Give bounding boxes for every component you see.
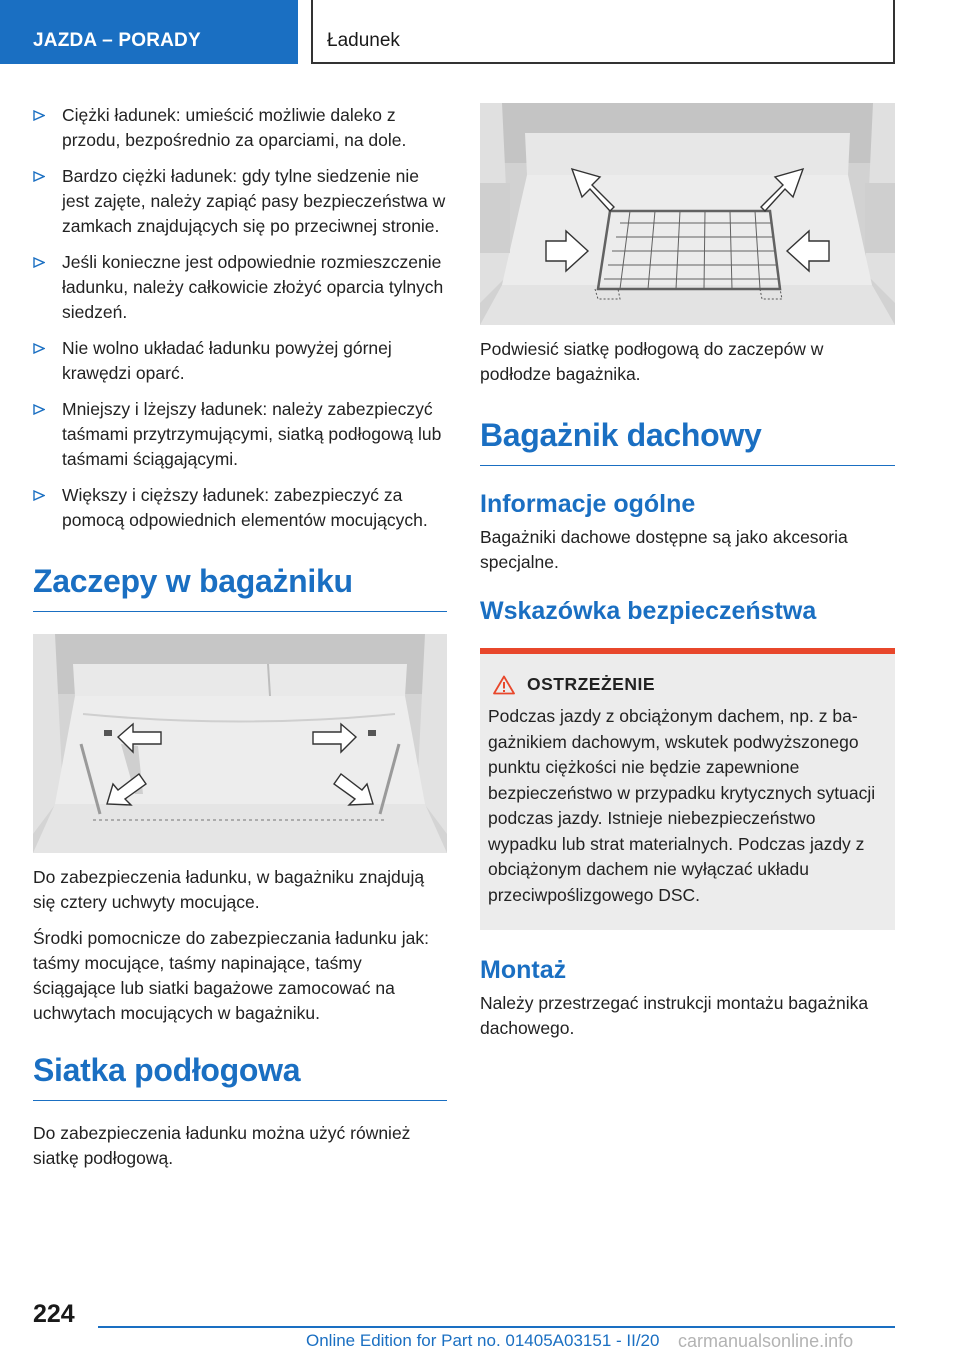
subsection-heading: Informacje ogólne [480,490,696,518]
subsection-heading: Wskazówka bezpieczeństwa [480,597,817,625]
bullet-triangle-icon [33,257,45,268]
paragraph: Bagażniki dachowe dostępne są jako akcesoria specjalne. [480,527,848,572]
section-heading: Siatka podłogowa [33,1052,447,1101]
warning-box [480,648,895,930]
trunk-lashing-eyes-image [33,634,447,853]
bullet-triangle-icon [33,404,45,415]
bullet-triangle-icon [33,110,45,121]
bullet-triangle-icon [33,343,45,354]
footer-rule [98,1326,895,1328]
warning-header [488,674,885,695]
section-label: JAZDA – PORADY [0,0,298,64]
page-number: 224 [33,1300,75,1328]
watermark: carmanualsonline.info [678,1331,854,1351]
chapter-title: Ładunek [311,0,895,64]
warning-text: Podczas jazdy z obciążonym dachem, np. z bagażnikiem dachowym, wskutek podwyższonego punktu ciężkości nie będzie zapewnione bezpieczeństwo w przypadku krytycznych sytuacji podczas jazdy. Istnieje niebezpieczeństwo wypadku lub strat materialnych. Podczas jazdy z obciążonym dachem nie wyłączać układu przeciwpoślizgowego DSC. [488,706,876,905]
list-item: Jeśli konieczne jest odpowiednie rozmieszczenie ładunku, należy całkowicie złożyć oparcia tylnych siedzeń. [33,250,447,325]
paragraph: Do zabezpieczenia ładunku, w bagażniku znajdują się cztery uchwyty mocujące. [33,867,425,912]
warning-title: OSTRZEŻENIE [527,674,656,694]
list-item: Większy i cięższy ładunek: zabezpieczyć za pomocą odpowiednich elementów mocujących. [33,483,447,533]
floor-net-image [480,103,895,325]
list-item: Ciężki ładunek: umieścić możliwie daleko z przodu, bezpośrednio za oparciami, na dole. [33,103,447,153]
list-item: Mniejszy i lżejszy ładunek: należy zabezpieczyć taśmami przytrzymującymi, siatką podłogową lub taśmami ściągającymi. [33,397,447,472]
subsection-heading: Montaż [480,956,567,984]
bullet-triangle-icon [33,490,45,501]
paragraph: Środki pomocnicze do zabezpieczania ładunku jak: taśmy mocujące, taśmy napinające, taśmy ściągające lub siatki bagażowe zamocować na uchwytach mocujących w bagażniku. [33,928,429,1023]
paragraph: Należy przestrzegać instrukcji montażu bagażnika dachowego. [480,993,869,1038]
right-column [480,103,895,1041]
left-column [33,103,447,1171]
section-heading: Bagażnik dachowy [480,417,895,466]
section-heading: Zaczepy w bagażniku [33,563,447,612]
warning-triangle-icon [493,675,515,695]
image-caption: Podwiesić siatkę podłogową do zaczepów w podłodze bagażnika. [480,339,824,384]
paragraph: Do zabezpieczenia ładunku można użyć również siatkę podłogową. [33,1123,411,1168]
list-item: Bardzo ciężki ładunek: gdy tylne siedzenie nie jest zajęte, należy zapiąć pasy bezpieczeństwa w zamkach znajdujących się po przeciwnej stronie. [33,164,447,239]
bullet-list [33,103,447,533]
footer-edition: Online Edition for Part no. 01405A03151 - II/20 [306,1331,660,1350]
list-item: Nie wolno układać ładunku powyżej górnej krawędzi oparć. [33,336,447,386]
bullet-triangle-icon [33,171,45,182]
